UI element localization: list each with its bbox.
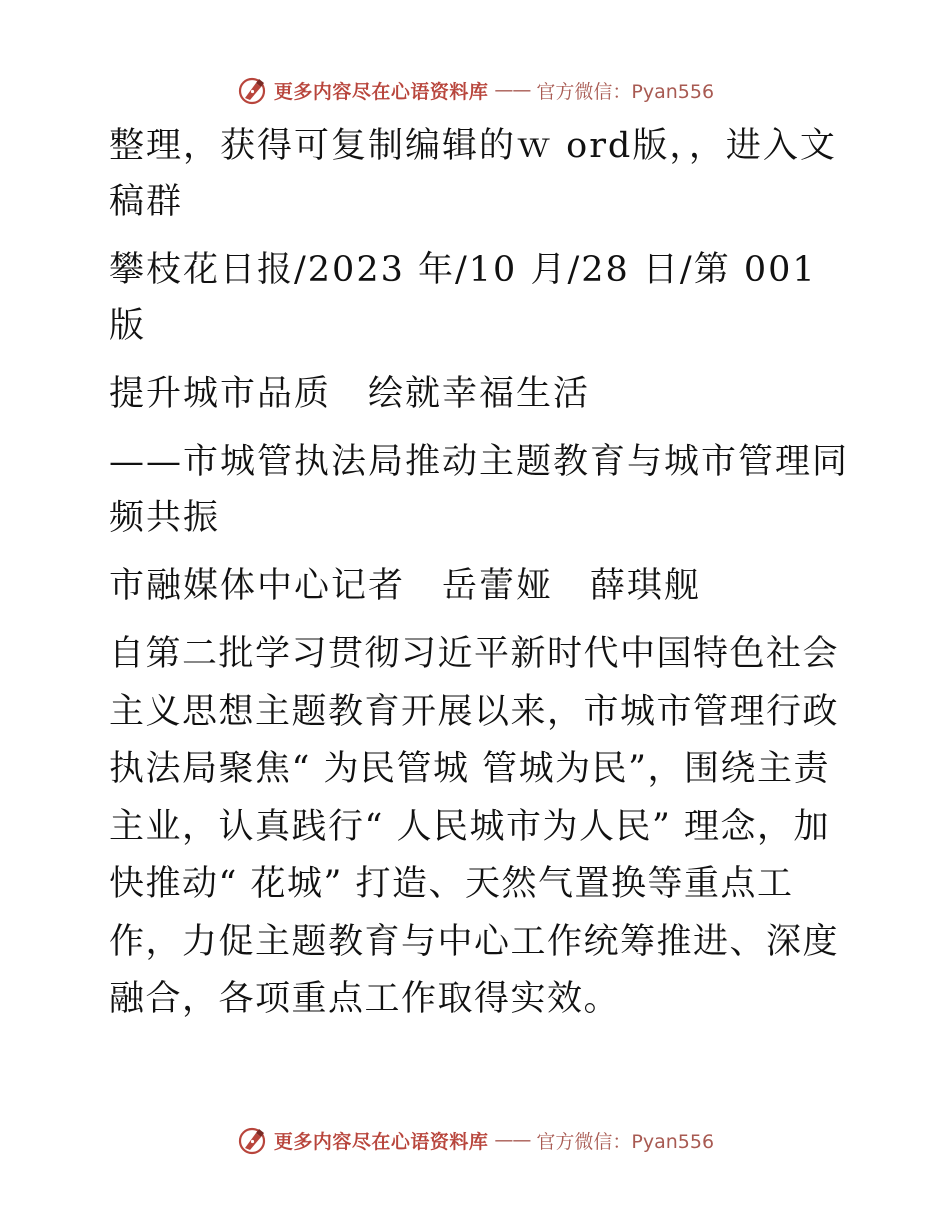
headline: 提升城市品质 绘就幸福生活 [109,374,591,414]
footer-watermark [0,1120,950,1160]
watermark-separator: —— [494,1129,531,1151]
body-paragraph: 自第二批学习贯彻习近平新时代中国特色社会主义思想主题教育开展以来，市城市管理行政执法局聚焦“ 为民管城 管城为民”，围绕主责主业，认真践行“ 人民城市为人民” 理念，加快推动“ 花城” 打造、天然气置换等重点工作，力促主题教育与中心工作统筹推进、深度融合，各项重点工作取得实效。 [109,634,840,1019]
header-watermark [0,70,950,110]
subheadline: ——市城管执法局推动主题教育与城市管理同频共振 [109,442,850,538]
watermark-contact-text: 官方微信：Pyan556 [536,80,715,103]
pen-nib-logo-icon [236,1124,268,1156]
watermark-contact-text: 官方微信：Pyan556 [536,1130,715,1153]
watermark-brand-text: 更多内容尽在心语资料库 [273,1130,489,1153]
document-body [97,118,852,1041]
dateline: 攀枝花日报/2023 年/10 月/28 日/第 001 版 [109,250,817,346]
watermark-separator: —— [494,79,531,101]
pen-nib-logo-icon [236,74,268,106]
byline: 市融媒体中心记者 岳蕾娅 薛琪舰 [109,566,702,606]
intro-line: 整理，获得可复制编辑的ｗ ord版，，进入文稿群 [109,126,837,222]
watermark-brand-text: 更多内容尽在心语资料库 [273,80,489,103]
